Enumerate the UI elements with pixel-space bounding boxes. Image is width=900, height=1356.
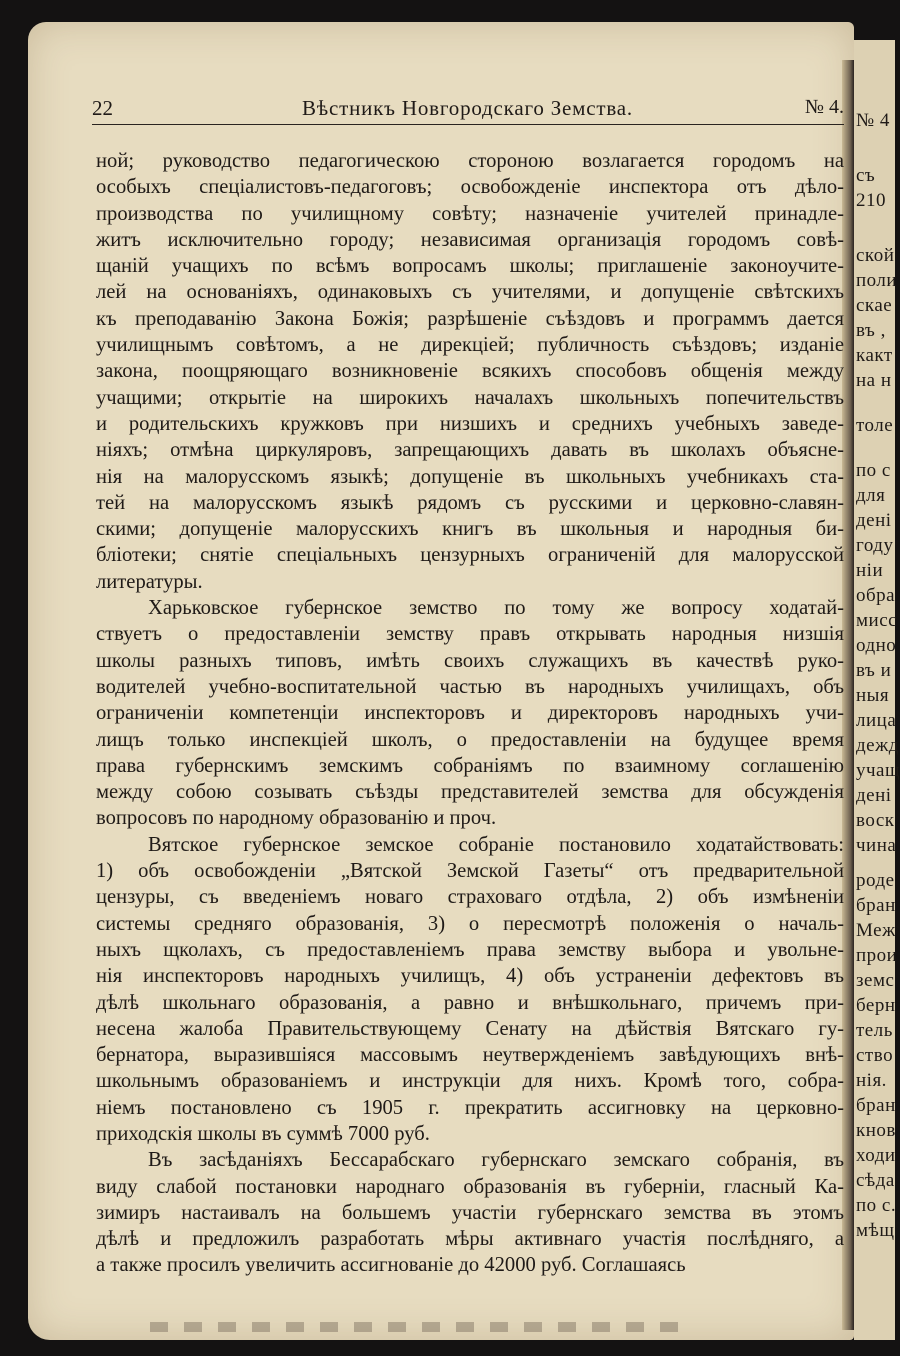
adjacent-page-fragment: роде xyxy=(856,870,895,891)
text-line: училищнымъ совѣтомъ, а не дирекціей; публичность съѣздовъ; изданіе xyxy=(96,334,844,357)
text-line: школьнымъ образованіемъ и инструкціи для нихъ. Кромѣ того, собра- xyxy=(96,1070,844,1093)
adjacent-page-fragment: Меж xyxy=(856,920,896,941)
text-line: ныхъ щколахъ, съ предоставленіемъ права земству выбора и увольне- xyxy=(96,938,844,961)
text-line: вопросовъ по народному образованію и проч. xyxy=(96,807,497,830)
issue-number: № 4. xyxy=(804,96,844,118)
text-line: права губернскимъ земскимъ собраніямъ по взаимному соглашенію xyxy=(96,754,844,777)
adjacent-page-fragment: съ xyxy=(856,165,876,186)
adjacent-page-fragment: въ и xyxy=(856,660,892,681)
adjacent-page-fragment: прои xyxy=(856,945,898,966)
journal-title: Вѣстникъ Новгородскаго Земства. xyxy=(302,96,633,120)
text-line: школы разныхъ типовъ, имѣть своихъ служащихъ въ качествѣ руко- xyxy=(96,649,844,672)
text-line: Вятское губернское земское собраніе постановило ходатайствовать: xyxy=(148,833,844,856)
adjacent-page-fragment: толе xyxy=(856,415,894,436)
adjacent-page-fragment: на н xyxy=(856,370,892,391)
page-number: 22 xyxy=(92,96,113,120)
adjacent-page-fragment: для xyxy=(856,485,886,506)
text-line: Харьковское губернское земство по тому же вопросу ходатай- xyxy=(148,597,844,620)
text-line: системы средняго образованія, 3) о пересмотрѣ положенія о началь- xyxy=(96,912,844,935)
text-line: дѣлѣ и предложилъ разработать мѣры активнаго участія послѣдняго, а xyxy=(96,1228,844,1251)
text-line: а также просилъ увеличить ассигнованіе до 42000 руб. Соглашаясь xyxy=(96,1254,686,1277)
text-line: нія на малорусскомъ языкѣ; допущеніе въ школьныхъ учебникахъ ста- xyxy=(96,465,844,488)
adjacent-page-fragment: земс xyxy=(856,970,895,991)
adjacent-page-edge xyxy=(854,40,900,1340)
adjacent-page-fragment: ходи xyxy=(856,1145,896,1166)
text-line: дѣлѣ школьнаго образованія, а равно и внѣшкольнаго, причемъ при- xyxy=(96,991,844,1014)
text-line: лей на основаніяхъ, одинаковыхъ съ учителями, и допущеніе свѣтскихъ xyxy=(96,281,844,304)
adjacent-page-fragment: ской xyxy=(856,245,895,266)
adjacent-page-fragment: поли xyxy=(856,270,898,291)
text-line: особыхъ спеціалистовъ-педагоговъ; освобожденіе инспектора отъ дѣло- xyxy=(96,176,844,199)
text-line: и родительскихъ кружковъ при низшихъ и среднихъ учебныхъ заведе- xyxy=(96,412,844,435)
adjacent-page-fragment: мисс xyxy=(856,610,898,631)
text-line: житъ исключительно городу; независимая организація городомъ совѣ- xyxy=(96,228,844,251)
adjacent-page-fragment: ство xyxy=(856,1045,894,1066)
adjacent-page-fragment: дежд xyxy=(856,735,899,756)
text-line: зимиръ настаивалъ на большемъ участіи губернскаго земства въ этомъ xyxy=(96,1201,844,1224)
adjacent-page-fragment: дені xyxy=(856,785,892,806)
article-body xyxy=(96,148,844,1279)
bleed-through-smudge xyxy=(150,1322,690,1332)
text-line: ной; руководство педагогическою стороною возлагается городомъ на xyxy=(96,150,844,172)
running-header xyxy=(92,96,844,126)
text-line: виду слабой постановки народнаго образованія въ губерніи, гласный Ка- xyxy=(96,1175,844,1198)
text-line: учащими; открытіе на широкихъ началахъ школьныхъ попечительствъ xyxy=(96,386,844,409)
adjacent-page-fragment: дені xyxy=(856,510,892,531)
text-line: нія инспекторовъ народныхъ училищъ, 4) объ устраненіи дефектовъ въ xyxy=(96,965,844,988)
text-line: тей на малорусскомъ языкѣ рядомъ съ русскими и церковно-славян- xyxy=(96,491,844,514)
adjacent-page-fragment: 210 xyxy=(856,190,886,211)
adjacent-page-fragment: учащ xyxy=(856,760,900,781)
text-line: лищъ только инспекціей школъ, о предоставленіи на будущее время xyxy=(96,728,844,751)
text-line: закона, поощряющаго возникновеніе всякихъ способовъ общенія между xyxy=(96,360,844,383)
adjacent-page-fragment: № 4 xyxy=(856,110,890,131)
text-line: ствуетъ о предоставленіи земству правъ открывать народныя низшія xyxy=(96,623,844,646)
text-line: скими; допущеніе малорусскихъ книгъ въ школьныя и народныя би- xyxy=(96,518,844,541)
adjacent-page-fragment: ныя xyxy=(856,685,890,706)
adjacent-page-fragment: бран xyxy=(856,1095,896,1116)
text-line: цензуры, съ введеніемъ новаго страховаго отдѣла, 2) объ измѣненіи xyxy=(96,886,844,909)
text-line: къ преподаванію Закона Божія; разрѣшеніе съѣздовъ и программъ дается xyxy=(96,307,844,330)
text-line: производства по училищному совѣту; назначеніе учителей принадле- xyxy=(96,202,844,225)
adjacent-page-fragment: лица xyxy=(856,710,897,731)
adjacent-page-fragment: ніи xyxy=(856,560,884,581)
adjacent-page-fragment: по с. xyxy=(856,1195,897,1216)
adjacent-page-fragment: обра xyxy=(856,585,896,606)
adjacent-page-fragment: чина xyxy=(856,835,897,856)
text-line: ніяхъ; отмѣна циркуляровъ, запрещающихъ давать въ школахъ объясне- xyxy=(96,439,844,462)
adjacent-page-fragment: скаe xyxy=(856,295,893,316)
adjacent-page-fragment: воск xyxy=(856,810,895,831)
adjacent-page-fragment: тель xyxy=(856,1020,893,1041)
text-line: бліотеки; снятіе спеціальныхъ цензурныхъ ограниченій для малорусской xyxy=(96,544,844,567)
adjacent-page-fragment: сѣда xyxy=(856,1170,895,1191)
text-line: ограниченіи компетенціи инспекторовъ и директоровъ народныхъ учи- xyxy=(96,702,844,725)
text-line: несена жалоба Правительствующему Сенату на дѣйствія Вятскаго гу- xyxy=(96,1017,844,1040)
adjacent-page-fragment: по с xyxy=(856,460,891,481)
text-line: водителей учебно-воспитательной частью въ народныхъ училищахъ, объ xyxy=(96,675,844,698)
adjacent-page-fragment: берн xyxy=(856,995,896,1016)
adjacent-page-fragment: одно xyxy=(856,635,897,656)
text-line: литературы. xyxy=(96,570,203,593)
text-line: щаній учащихъ по всѣмъ вопросамъ школы; приглашеніе законоучите- xyxy=(96,255,844,278)
adjacent-page-fragment: кнов xyxy=(856,1120,896,1141)
adjacent-page-fragment: мѣщ xyxy=(856,1220,895,1241)
adjacent-page-fragment: нія. xyxy=(856,1070,887,1091)
header-rule xyxy=(92,124,844,125)
adjacent-page-fragment: какт xyxy=(856,345,893,366)
text-line: приходскія школы въ суммѣ 7000 руб. xyxy=(96,1122,430,1145)
adjacent-page-fragment: бран xyxy=(856,895,896,916)
text-line: Въ засѣданіяхъ Бессарабскаго губернскаго земскаго собранія, въ xyxy=(148,1149,844,1172)
text-line: между собою созывать съѣзды представителей земства для обсужденія xyxy=(96,781,844,804)
text-line: бернатора, выразившіяся массовымъ неутвержденіемъ завѣдующихъ внѣ- xyxy=(96,1044,844,1067)
text-line: 1) объ освобожденіи „Вятской Земской Газеты“ отъ предварительной xyxy=(96,860,844,883)
text-line: ніемъ постановлено съ 1905 г. прекратить ассигновку на церковно- xyxy=(96,1096,844,1119)
adjacent-page-fragment: году xyxy=(856,535,894,556)
adjacent-page-fragment: въ , xyxy=(856,320,886,341)
